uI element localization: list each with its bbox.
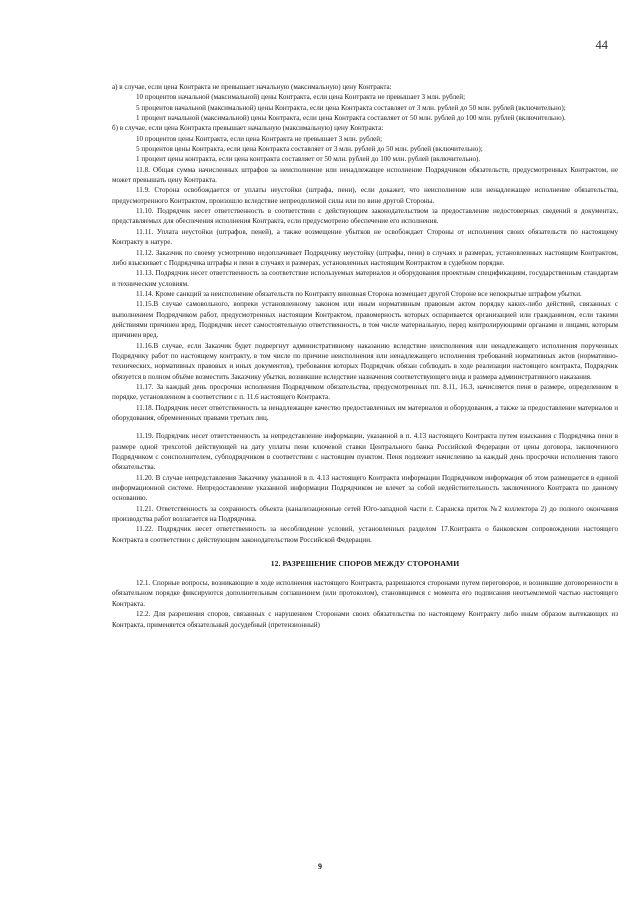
paragraph: 11.8. Общая сумма начисленных штрафов за неисполнение или ненадлежащее исполнение Подрядчиком обязательств, предусмотренных Контрактом, не может превышать цену Контракта. [112, 165, 618, 185]
paragraph: 11.17. За каждый день просрочки исполнения Подрядчиком обязательства, предусмотренных пп. 8.11, 16.3, начисляется пеня в размере, определенном в порядке, установленном в соответствии с п. 11.6 настоящего Контракта. [112, 382, 618, 402]
paragraph: 11.18. Подрядчик несет ответственность за ненадлежащее качество предоставленных им материалов и оборудования, а также за предоставление материалов и оборудования, обремененных правами третьих лиц. [112, 403, 618, 422]
paragraph: 11.11. Уплата неустойки (штрафов, пеней), а также возмещение убытков не освобождает Стороны от исполнения своих обязательств по настоящему Контракту в натуре. [112, 227, 618, 247]
page-number-bottom: 9 [318, 862, 322, 871]
paragraph: 1 процент цены контракта, если цена контракта составляет от 50 млн. рублей до 100 млн. рублей (включительно). [136, 155, 481, 164]
paragraph: а) в случае, если цена Контракта не превышает начальную (максимальную) цену Контракта: [112, 83, 392, 91]
paragraph: б) в случае, если цена Контракта превышает начальную (максимальную) цену Контракта: [112, 124, 384, 133]
paragraph: 11.15.В случае самовольного, вопреки установленному законом или иным нормативным правовым актом порядку каких-либо действий, связанных с выполнением Подрядчиком работ, предусмотренных настоящим Контрактом, правомерность которых оспаривается организацией или гражданином, если такими действиями причинен вред, Подрядчик несет самостоятельную ответственность, в том числе материальную, перед контролирующими органами и лицами, которым причинен вред. [112, 300, 618, 340]
contract-body [112, 82, 618, 630]
paragraph: 11.22. Подрядчик несет ответственность за несоблюдение условий, установленных разделом 17.Контракта о банковском сопровождении настоящего Контракта в соответствии с действующим законодательством Российской Федерации. [112, 525, 618, 544]
paragraph: 11.9. Сторона освобождается от уплаты неустойки (штрафа, пени), если докажет, что неисполнение или ненадлежащее исполнение обязательства, предусмотренного Контрактом, произошло вследствие непреодолимой силы или по вине другой Стороны. [112, 186, 618, 205]
paragraph: 12.2. Для разрешения споров, связанных с нарушением Сторонами своих обязательства по настоящему Контракту либо иным образом вытекающих из Контракта, применяется обязательный досудебный (претензионный) [112, 610, 618, 629]
paragraph: 11.21. Ответственность за сохранность объекта (канализационные сетей Юго-западной части г. Саранска приток №2 коллектора 2) до полного окончания производства работ возлагается на Подрядчика. [112, 504, 618, 524]
paragraph: 10 процентов начальной (максимальной) цены Контракта, если цена Контракта не превышает 3 млн. рублей; [136, 93, 466, 102]
paragraph: 5 процентов начальной (максимальной) цены Контракта, если цена Контракта составляет от 3 млн. рублей до 50 млн. рублей (включительно); [136, 103, 566, 112]
paragraph: 1 процент начальной (максимальной) цены Контракта, если цена Контракта составляет от 50 млн. рублей до 100 млн. рублей (включительно). [136, 114, 566, 123]
section-heading: 12. РАЗРЕШЕНИЕ СПОРОВ МЕЖДУ СТОРОНАМИ [270, 559, 460, 569]
paragraph: 11.14. Кроме санкций за неисполнение обязательств по Контракту виновная Сторона возмещает другой Стороне все непокрытые штрафом убытки. [136, 289, 582, 298]
paragraph: 5 процентов цены Контракта, если цена Контракта составляет от 3 млн. рублей до 50 млн. рублей (включительно); [136, 145, 483, 154]
paragraph: 11.13. Подрядчик несет ответственность за соответствие используемых материалов и оборудования проектным спецификациям, государственным стандартам и техническим условиям. [112, 269, 618, 288]
paragraph: 11.12. Заказчик по своему усмотрению недоплачивает Подрядчику неустойку (штрафы, пени) в случаях и размерах, установленных настоящим Контрактом, либо взыскивает с Подрядчика штрафы и пени в случаях и размерах, установленных настоящим Контрактом в судебном порядке. [112, 248, 618, 267]
paragraph: 11.16.В случае, если Заказчик будет подвергнут административному наказанию вследствие неисполнения или ненадлежащего исполнения порученных Подрядчику работ по настоящему контракту, в том числе по причине неисполнения или ненадлежащего исполнения требований нормативных актов (нормативно-технических, нормативных правовых и иных документов), требования которых Подрядчик обязан соблюдать в ходе реализации настоящего контракта, Подрядчик обязуется в полном объёме возместить Заказчику убытки, возникшие вследствие назначения соответствующего вида и размера административного наказания. [112, 341, 618, 381]
paragraph: 12.1. Спорные вопросы, возникающие в ходе исполнения настоящего Контракта, разрешаются сторонами путем переговоров, и возникшие договоренности в обязательном порядке фиксируются дополнительным соглашением (или протоколом), становящимся с момента его подписания неотъемлемой частью настоящего Контракта. [112, 579, 618, 608]
paragraph: 11.20. В случае непредставления Заказчику указанной в п. 4.13 настоящего Контракта информации Подрядчиком информация об этом размещается в единой информационной системе. Непредоставление указанной информации Подрядчиком не влечет за собой недействительность заключенного Контракта по данному основанию. [112, 473, 618, 503]
page-number-top: 44 [595, 38, 608, 52]
paragraph: 11.19. Подрядчик несет ответственность за непредставление информации, указанной в п. 4.13 настоящего Контракта путем взыскания с Подрядчика пени в размере одной трехсотой действующей на дату уплаты пени ключевой ставки Центрального банка Российской Федерации от цены договора, заключенного Подрядчиком с соисполнителем, субподрядчиком в соответствии с настоящим пунктом. Пеня подлежит начислению за каждый день просрочки исполнения такого обязательства. [112, 432, 618, 472]
paragraph: 10 процентов цены Контракта, если цена Контракта не превышает 3 млн. рублей; [136, 134, 383, 143]
paragraph: 11.10. Подрядчик несет ответственность в соответствии с действующим законодательством за предоставление недостоверных сведений в документах, представляемых для обеспечения исполнения Контракта, если предусмотрено обеспечение его исполнения. [112, 207, 618, 226]
